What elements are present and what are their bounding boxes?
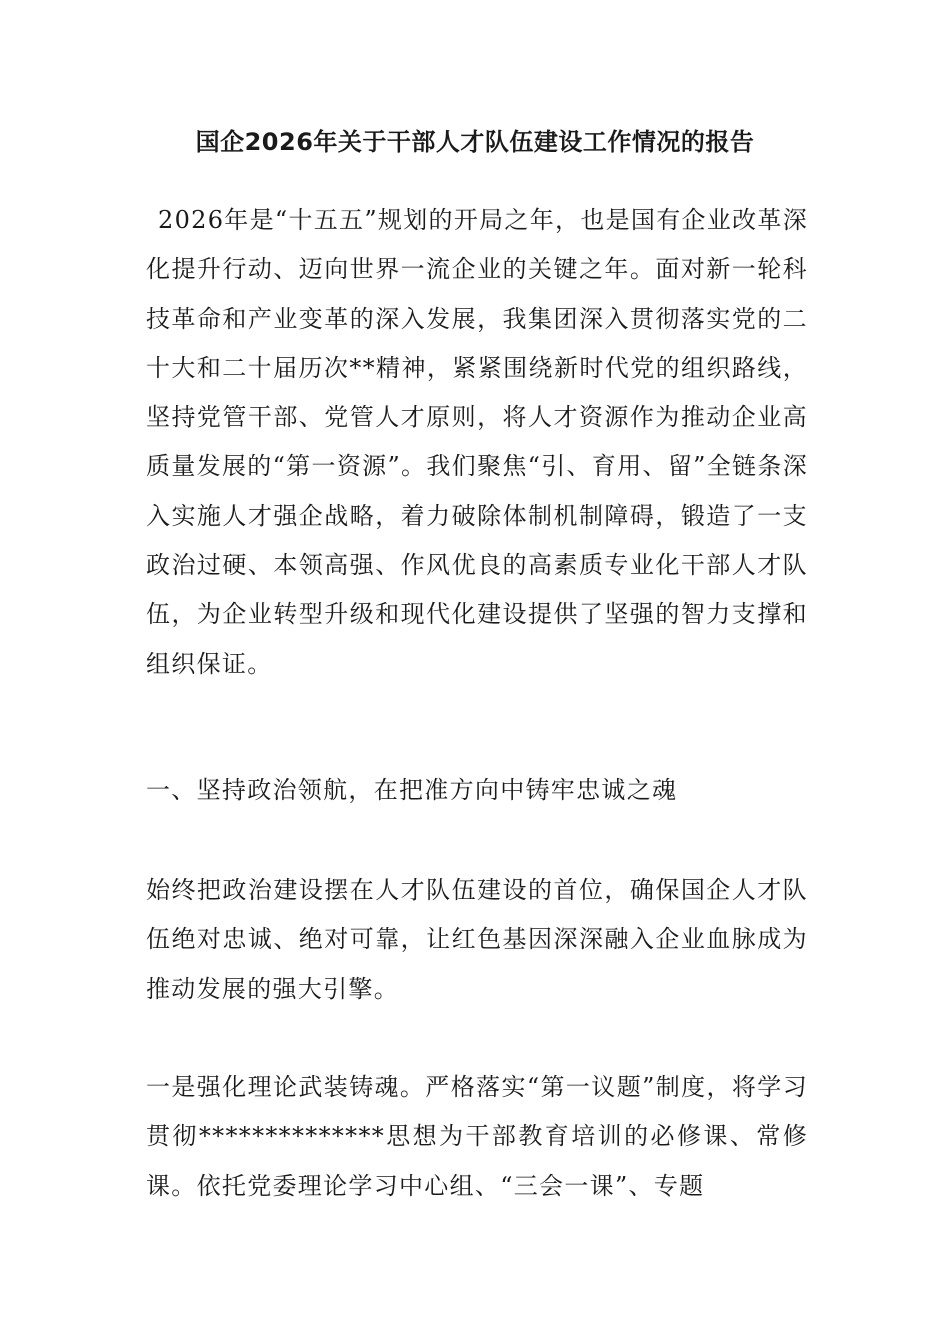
section-1-paragraph: 始终把政治建设摆在人才队伍建设的首位，确保国企人才队伍绝对忠诚、绝对可靠，让红色基因深深融入企业血脉成为推动发展的强大引擎。 bbox=[146, 876, 808, 1003]
document-title: 国企2026年关于干部人才队伍建设工作情况的报告 bbox=[195, 128, 755, 156]
intro-paragraph: 2026年是“十五五”规划的开局之年，也是国有企业改革深化提升行动、迈向世界一流企业的关键之年。面对新一轮科技革命和产业变革的深入发展，我集团深入贯彻落实党的二十大和二十届历次**精神，紧紧围绕新时代党的组织路线，坚持党管干部、党管人才原则，将人才资源作为推动企业高质量发展的“第一资源”。我们聚焦“引、育用、留”全链条深入实施人才强企战略，着力破除体制机制障碍，锻造了一支政治过硬、本领高强、作风优良的高素质专业化干部人才队伍，为企业转型升级和现代化建设提供了坚强的智力支撑和组织保证。 bbox=[146, 206, 809, 678]
section-1-point-1-paragraph: 一是强化理论武装铸魂。严格落实“第一议题”制度，将学习贯彻**************思想为干部教育培训的必修课、常修课。依托党委理论学习中心组、“三会一课”、专题 bbox=[146, 1073, 808, 1200]
section-heading-1: 一、坚持政治领航，在把准方向中铸牢忠诚之魂 bbox=[146, 776, 678, 804]
